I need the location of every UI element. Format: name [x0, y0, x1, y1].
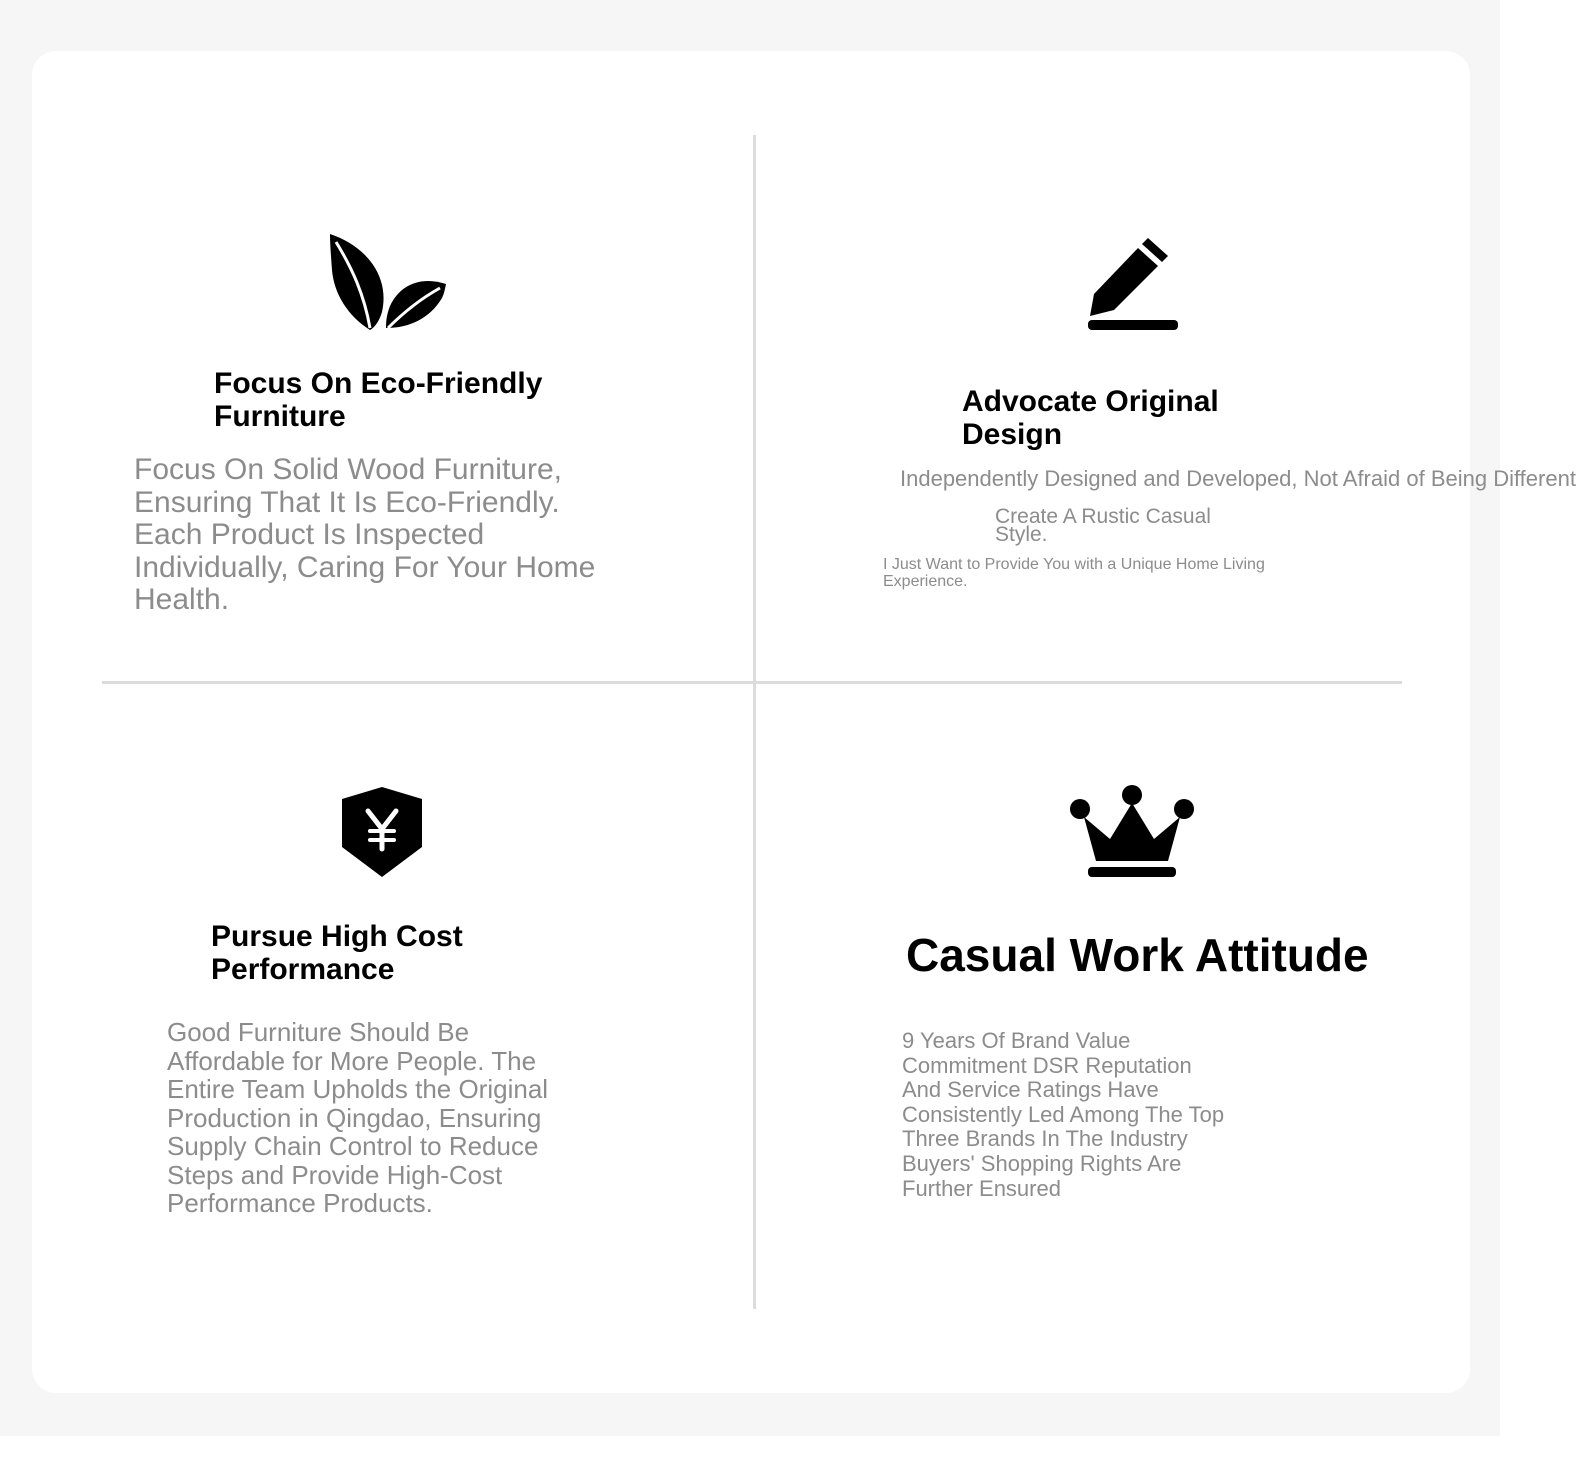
eco-friendly-title: Focus On Eco-Friendly Furniture [214, 367, 543, 433]
original-design-description-line1: Independently Designed and Developed, Not Afraid of Being Different [900, 466, 1576, 491]
work-attitude-title: Casual Work Attitude [906, 929, 1369, 981]
pen-icon [1086, 234, 1180, 332]
cost-performance-description: Good Furniture Should Be Affordable for More People. The Entire Team Upholds the Original Production in Qingdao, Ensuring Supply Chain Control to Reduce Steps and Provide High-Cost Performance Products. [167, 1017, 549, 1218]
vertical-divider [753, 135, 756, 1309]
crown-icon [1068, 783, 1196, 881]
original-design-description-line3: I Just Want to Provide You with a Unique Home Living Experience. [883, 556, 1265, 590]
horizontal-divider [102, 681, 1402, 684]
cost-performance-title: Pursue High Cost Performance [211, 920, 463, 986]
eco-friendly-description: Focus On Solid Wood Furniture, Ensuring That It Is Eco-Friendly. Each Product Is Inspected Individually, Caring For Your Home Health. [134, 453, 596, 616]
original-design-description-line2: Create A Rustic Casual Style. [995, 505, 1211, 546]
leaf-icon [326, 232, 450, 332]
yen-shield-icon [340, 785, 424, 879]
work-attitude-description: 9 Years Of Brand Value Commitment DSR Reputation And Service Ratings Have Consistently Led Among The Top Three Brands In The Industry Buyers' Shopping Rights Are Further Ensured [902, 1028, 1225, 1201]
original-design-title: Advocate Original Design [962, 385, 1219, 451]
